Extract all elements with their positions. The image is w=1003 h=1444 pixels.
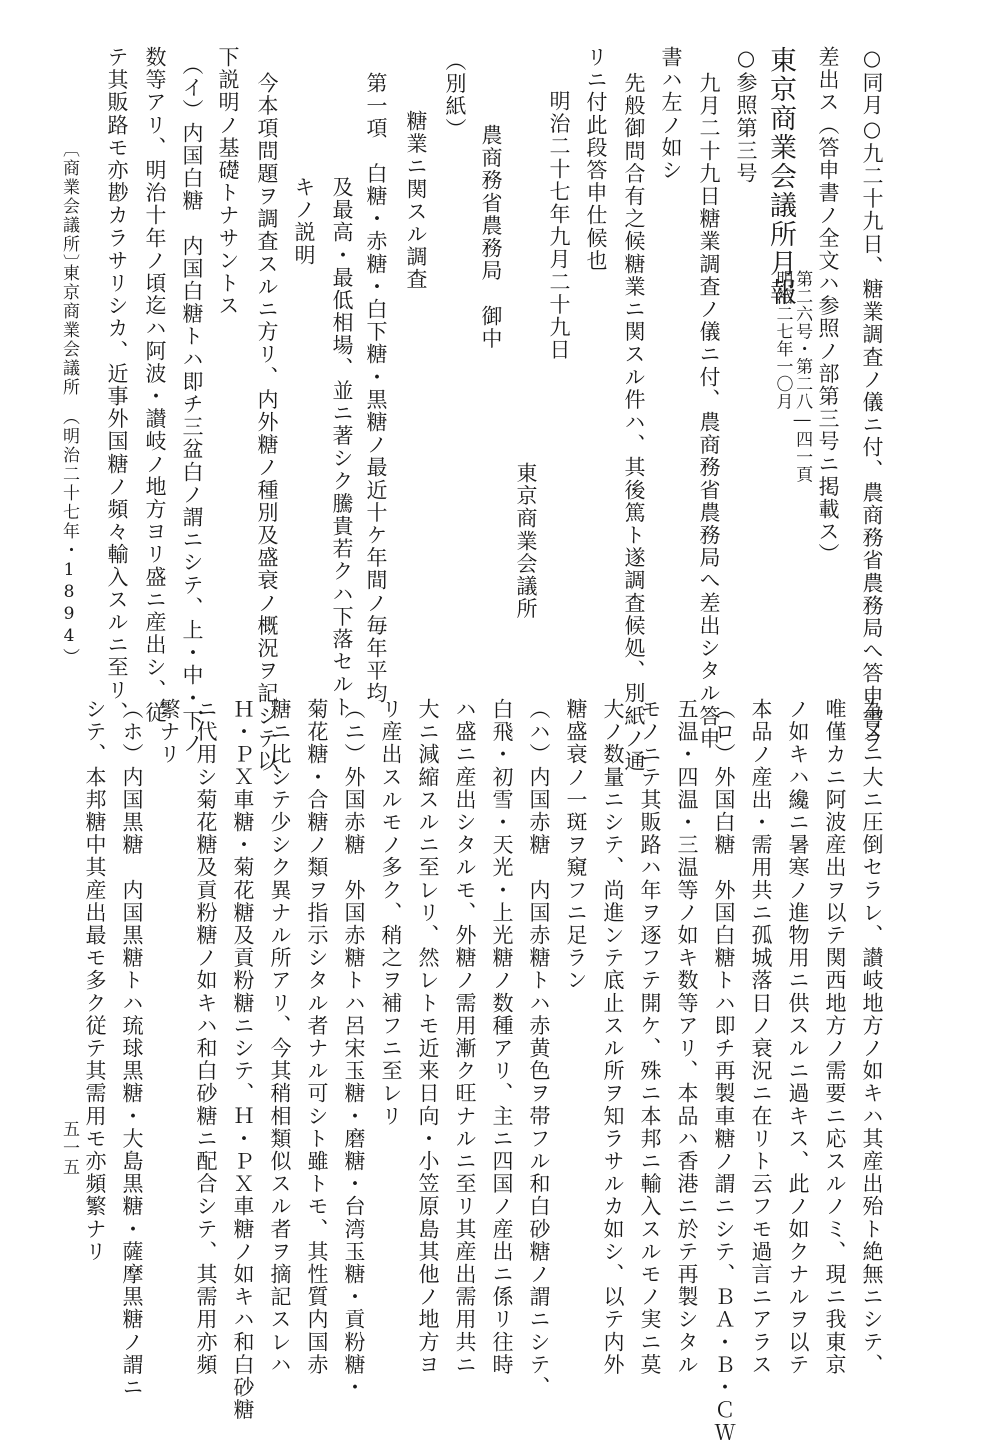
text-column: ニ代用シ菊花糖及貢粉糖ノ如キハ和白砂糖ニ配合シテ、其需用亦頻 (194, 698, 218, 1376)
addressee: 農商務省農務局 御中 (479, 124, 503, 350)
text-column: Ｈ・ＰＸ車糖・菊花糖及貢粉糖ニシテ、Ｈ・ＰＸ車糖ノ如キハ和白砂糖 (231, 698, 255, 1422)
text-column: 大ノ数量ニシテ、尚進ンテ底止スル所ヲ知ラサルカ如シ、以テ内外 (601, 698, 625, 1376)
reference-number: ○参照第三号 (734, 46, 758, 185)
report-issue-no: 第二六号・第二八―四一頁 (792, 270, 813, 483)
text-column: 九月二十九日糖業調査ノ儀ニ付、農商務省農務局へ差出シタル答申 (697, 72, 721, 750)
text-column: 第一項 白糖・赤糖・白下糖・黒糖ノ最近十ケ年間ノ毎年平均 (364, 72, 388, 705)
page-number: 五一五 (59, 1120, 79, 1177)
report-issue-date: 明治二七年一〇月 (772, 270, 793, 410)
text-column: ○同月○九二十九日、糖業調査ノ儀ニ付、農商務省農務局へ答申書ヲ (860, 46, 884, 753)
attachment-label: （別紙） (443, 50, 467, 141)
text-column: 繁ナリ (157, 698, 181, 766)
text-column: 白飛・初雪・天光・上光糖ノ数種アリ、主ニ四国ノ産出ニ係リ往時 (490, 698, 514, 1376)
text-column: リニ付此段答申仕候也 (584, 46, 608, 272)
text-column: 下説明ノ基礎トナサントス (216, 46, 240, 318)
report-issue (772, 270, 813, 483)
text-column: （イ）内国白糖 内国白糖トハ即チ三盆白ノ謂ニシテ、上・中・下ノ (180, 54, 204, 755)
text-column: ハ盛ニ産出シタルモ、外糖ノ需用漸ク旺ナルニ至リ其産出需用共ニ (453, 698, 477, 1376)
text-column: 本品ノ産出・需用共ニ孤城落日ノ衰況ニ在リト云フモ過言ニアラス (749, 698, 773, 1376)
text-column: （ロ）外国白糖 外国白糖トハ即チ再製車糖ノ謂ニシテ、ＢＡ・Ｂ・ＣＷ (712, 698, 736, 1444)
text-column: シテ、本邦糖中其産出最モ多ク従テ其需用モ亦頻繁ナリ (83, 698, 107, 1263)
text-column: （ニ）外国赤糖 外国赤糖トハ呂宋玉糖・磨糖・台湾玉糖・貢粉糖・ (342, 698, 366, 1399)
text-column: 唯僅カニ阿波産出ヲ以テ関西地方ノ需要ニ応スルノミ、現ニ我東京 (823, 698, 847, 1376)
footer-publisher: 東京商業会議所 (59, 264, 79, 397)
text-column: 為メニ大ニ圧倒セラレ、讃岐地方ノ如キハ其産出殆ト絶無ニシテ、 (860, 698, 884, 1376)
text-column: ノ如キハ纔ニ暑寒ノ進物用ニ供スルニ過キス、此ノ如クナルヲ以テ (786, 698, 810, 1376)
text-column: モノニテ其販路ハ年ヲ逐フテ開ケ、殊ニ本邦ニ輸入スルモノ実ニ莫 (638, 698, 662, 1376)
text-column: テ其販路モ亦尠カラサリシカ、近事外国糖ノ頻々輸入スルニ至リ、 (105, 46, 129, 724)
text-column: 差出ス（答申書ノ全文ハ参照ノ部第三号ニ掲載ス） (816, 46, 840, 566)
footer-era: （明治二十七年・1894） (59, 408, 79, 667)
sender: 東京商業会議所 (514, 462, 538, 621)
text-column: （ハ）内国赤糖 内国赤糖トハ赤黄色ヲ帯フル和白砂糖ノ謂ニシテ、 (527, 698, 551, 1399)
attachment-title: 糖業ニ関スル調査 (404, 110, 428, 291)
text-column: 先般御問合有之候糖業ニ関スル件ハ、其後篤ト遂調査候処、別紙ノ通 (622, 72, 646, 773)
text-column: 大ニ減縮スルニ至レリ、然レトモ近来日向・小笠原島其他ノ地方ヨ (416, 698, 440, 1376)
text-column: 糖ニ比シテ少シク異ナル所アリ、今其稍相類似スル者ヲ摘記スレハ (268, 698, 292, 1376)
text-column: 糖盛衰ノ一斑ヲ窺フニ足ラン (564, 698, 588, 992)
text-column: リ産出スルモノ多ク、稍之ヲ補フニ至レリ (379, 698, 403, 1128)
text-column: 五温・四温・三温等ノ如キ数等アリ、本品ハ香港ニ於テ再製シタル (675, 698, 699, 1376)
report-title: 東京商業会議所月報 (765, 46, 796, 307)
text-column: 今本項問題ヲ調査スルニ方リ、内外糖ノ種別及盛衰ノ概況ヲ記シテ以 (255, 72, 279, 773)
text-column: 書ハ左ノ如シ (659, 46, 683, 182)
text-column: 菊花糖・合糖ノ類ヲ指示シタル者ナル可シト雖トモ、其性質内国赤 (305, 698, 329, 1376)
footer-category: 〔商業会議所〕 (59, 140, 79, 273)
text-column: 及最高・最低相場、並ニ著シク騰貴若クハ下落セルト (330, 176, 354, 719)
date-line: 明治二十七年九月二十九日 (547, 90, 571, 362)
text-column: （ホ）内国黒糖 内国黒糖トハ琉球黒糖・大島黒糖・薩摩黒糖ノ謂ニ (120, 698, 144, 1399)
text-column: キノ説明 (292, 176, 316, 267)
text-column: 数等アリ、明治十年ノ頃迄ハ阿波・讃岐ノ地方ヨリ盛ニ産出シ、従 (143, 46, 167, 724)
